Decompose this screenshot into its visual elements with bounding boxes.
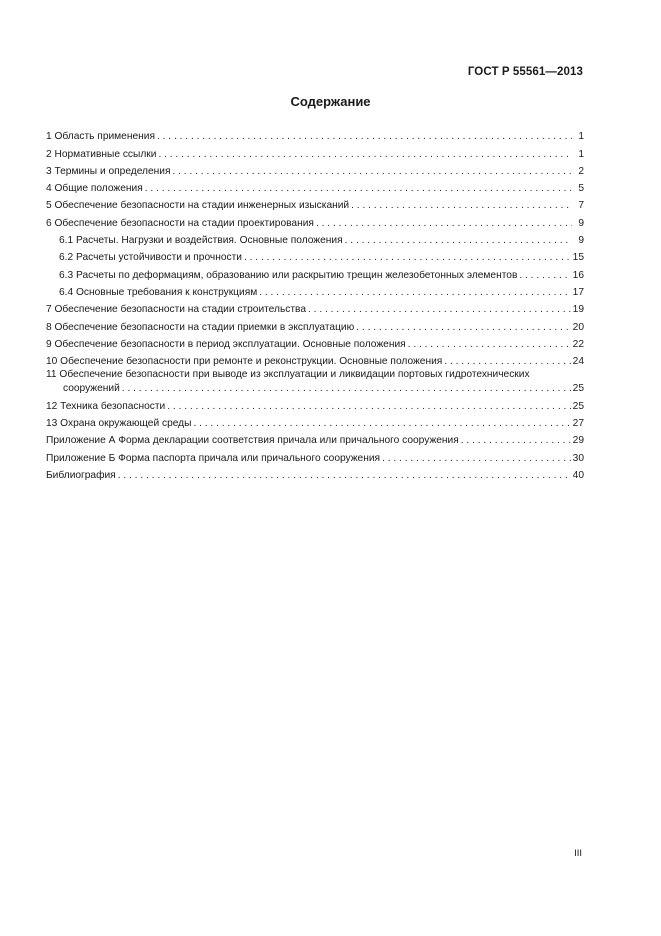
toc-entry[interactable]: [46, 316, 584, 333]
toc-page-number: 27: [572, 418, 584, 430]
toc-entry-text: 10 Обеспечение безопасности при ремонте и реконструкции. Основные положения: [46, 356, 443, 368]
dot-leader: [408, 339, 571, 351]
dot-leader: [356, 322, 570, 334]
toc-entry-text: 9 Обеспечение безопасности в период эксплуатации. Основные положения: [46, 338, 406, 350]
toc-page-number: 16: [572, 269, 584, 281]
toc-page-number: 30: [572, 452, 584, 464]
dot-leader: [193, 418, 570, 430]
toc-page-number: 29: [572, 435, 584, 447]
dot-leader: [158, 149, 572, 161]
toc-entry[interactable]: [46, 334, 584, 351]
toc-page-number: 7: [578, 200, 584, 212]
toc-entry[interactable]: [46, 351, 584, 368]
toc-entry-continuation[interactable]: [46, 381, 584, 396]
dot-leader: [145, 183, 572, 195]
toc-entry-text: 8 Обеспечение безопасности на стадии приемки в эксплуатацию: [46, 321, 355, 333]
toc-page-number: 5: [578, 183, 584, 195]
dot-leader: [122, 383, 571, 395]
dot-leader: [244, 252, 571, 264]
dot-leader: [351, 200, 572, 212]
toc-entry[interactable]: [46, 195, 584, 212]
toc-page-number: 9: [578, 235, 584, 247]
toc-title: Содержание: [290, 94, 371, 109]
dot-leader: [167, 401, 570, 413]
toc-page-number: 9: [578, 217, 584, 229]
toc-entry-text: 6.2 Расчеты устойчивости и прочности: [59, 252, 242, 264]
toc-page-number: 15: [572, 252, 584, 264]
toc-entry-text-continued: сооружений: [63, 383, 120, 395]
toc-page-number: 25: [572, 400, 584, 412]
toc-page-number: 1: [578, 148, 584, 160]
toc-page-number: 17: [572, 286, 584, 298]
toc-entry[interactable]: [46, 447, 584, 464]
toc-page-number: 20: [572, 321, 584, 333]
dot-leader: [157, 131, 572, 143]
toc-entry[interactable]: [46, 368, 584, 381]
dot-leader: [172, 166, 572, 178]
dot-leader: [316, 218, 572, 230]
table-of-contents: [46, 126, 584, 482]
toc-entry[interactable]: [46, 126, 584, 143]
toc-entry-text: 12 Техника безопасности: [46, 400, 166, 412]
toc-entry-text: 1 Область применения: [46, 131, 155, 143]
toc-page-number: 24: [572, 356, 584, 368]
toc-entry-text: Приложение Б Форма паспорта причала или причального сооружения: [46, 452, 381, 464]
toc-subentry[interactable]: [46, 247, 584, 264]
toc-subentry[interactable]: [46, 230, 584, 247]
toc-entry-text: 7 Обеспечение безопасности на стадии строительства: [46, 304, 306, 316]
toc-entry[interactable]: [46, 299, 584, 316]
toc-entry-text: 5 Обеспечение безопасности на стадии инженерных изысканий: [46, 200, 350, 212]
toc-entry-text: 13 Охрана окружающей среды: [46, 418, 192, 430]
toc-entry-text: 3 Термины и определения: [46, 165, 171, 177]
dot-leader: [461, 435, 571, 447]
toc-entry[interactable]: [46, 430, 584, 447]
dot-leader: [118, 470, 571, 482]
toc-entry[interactable]: [46, 212, 584, 229]
toc-subentry[interactable]: [46, 282, 584, 299]
toc-entry-text: 2 Нормативные ссылки: [46, 148, 157, 160]
dot-leader: [519, 270, 570, 282]
toc-entry-text: 11 Обеспечение безопасности при выводе из эксплуатации и ликвидации портовых гидротехнических: [46, 368, 530, 380]
toc-entry-text: 6.4 Основные требования к конструкциям: [59, 286, 258, 298]
dot-leader: [308, 304, 571, 316]
toc-page-number: 40: [572, 469, 584, 481]
toc-page-number: 2: [578, 165, 584, 177]
toc-entry[interactable]: [46, 413, 584, 430]
toc-entry[interactable]: [46, 161, 584, 178]
toc-entry-text: 4 Общие положения: [46, 183, 143, 195]
toc-entry-text: 6 Обеспечение безопасности на стадии проектирования: [46, 217, 314, 229]
toc-subentry[interactable]: [46, 264, 584, 281]
toc-entry-text: Библиография: [46, 469, 116, 481]
toc-page-number: 19: [572, 304, 584, 316]
toc-entry-text: Приложение А Форма декларации соответствия причала или причального сооружения: [46, 435, 459, 447]
toc-entry-text: 6.3 Расчеты по деформациям, образованию или раскрытию трещин железобетонных элементов: [59, 269, 518, 281]
page-folio: III: [574, 848, 582, 859]
toc-entry[interactable]: [46, 395, 584, 412]
toc-page-number: 1: [578, 131, 584, 143]
toc-page-number: 25: [572, 383, 584, 395]
toc-entry-text: 6.1 Расчеты. Нагрузки и воздействия. Основные положения: [59, 235, 343, 247]
dot-leader: [444, 356, 570, 368]
toc-page-number: 22: [572, 338, 584, 350]
toc-entry[interactable]: [46, 465, 584, 482]
dot-leader: [259, 287, 570, 299]
dot-leader: [345, 235, 572, 247]
toc-entry[interactable]: [46, 143, 584, 160]
toc-entry[interactable]: [46, 178, 584, 195]
dot-leader: [382, 453, 571, 465]
document-code: ГОСТ Р 55561—2013: [467, 66, 583, 78]
